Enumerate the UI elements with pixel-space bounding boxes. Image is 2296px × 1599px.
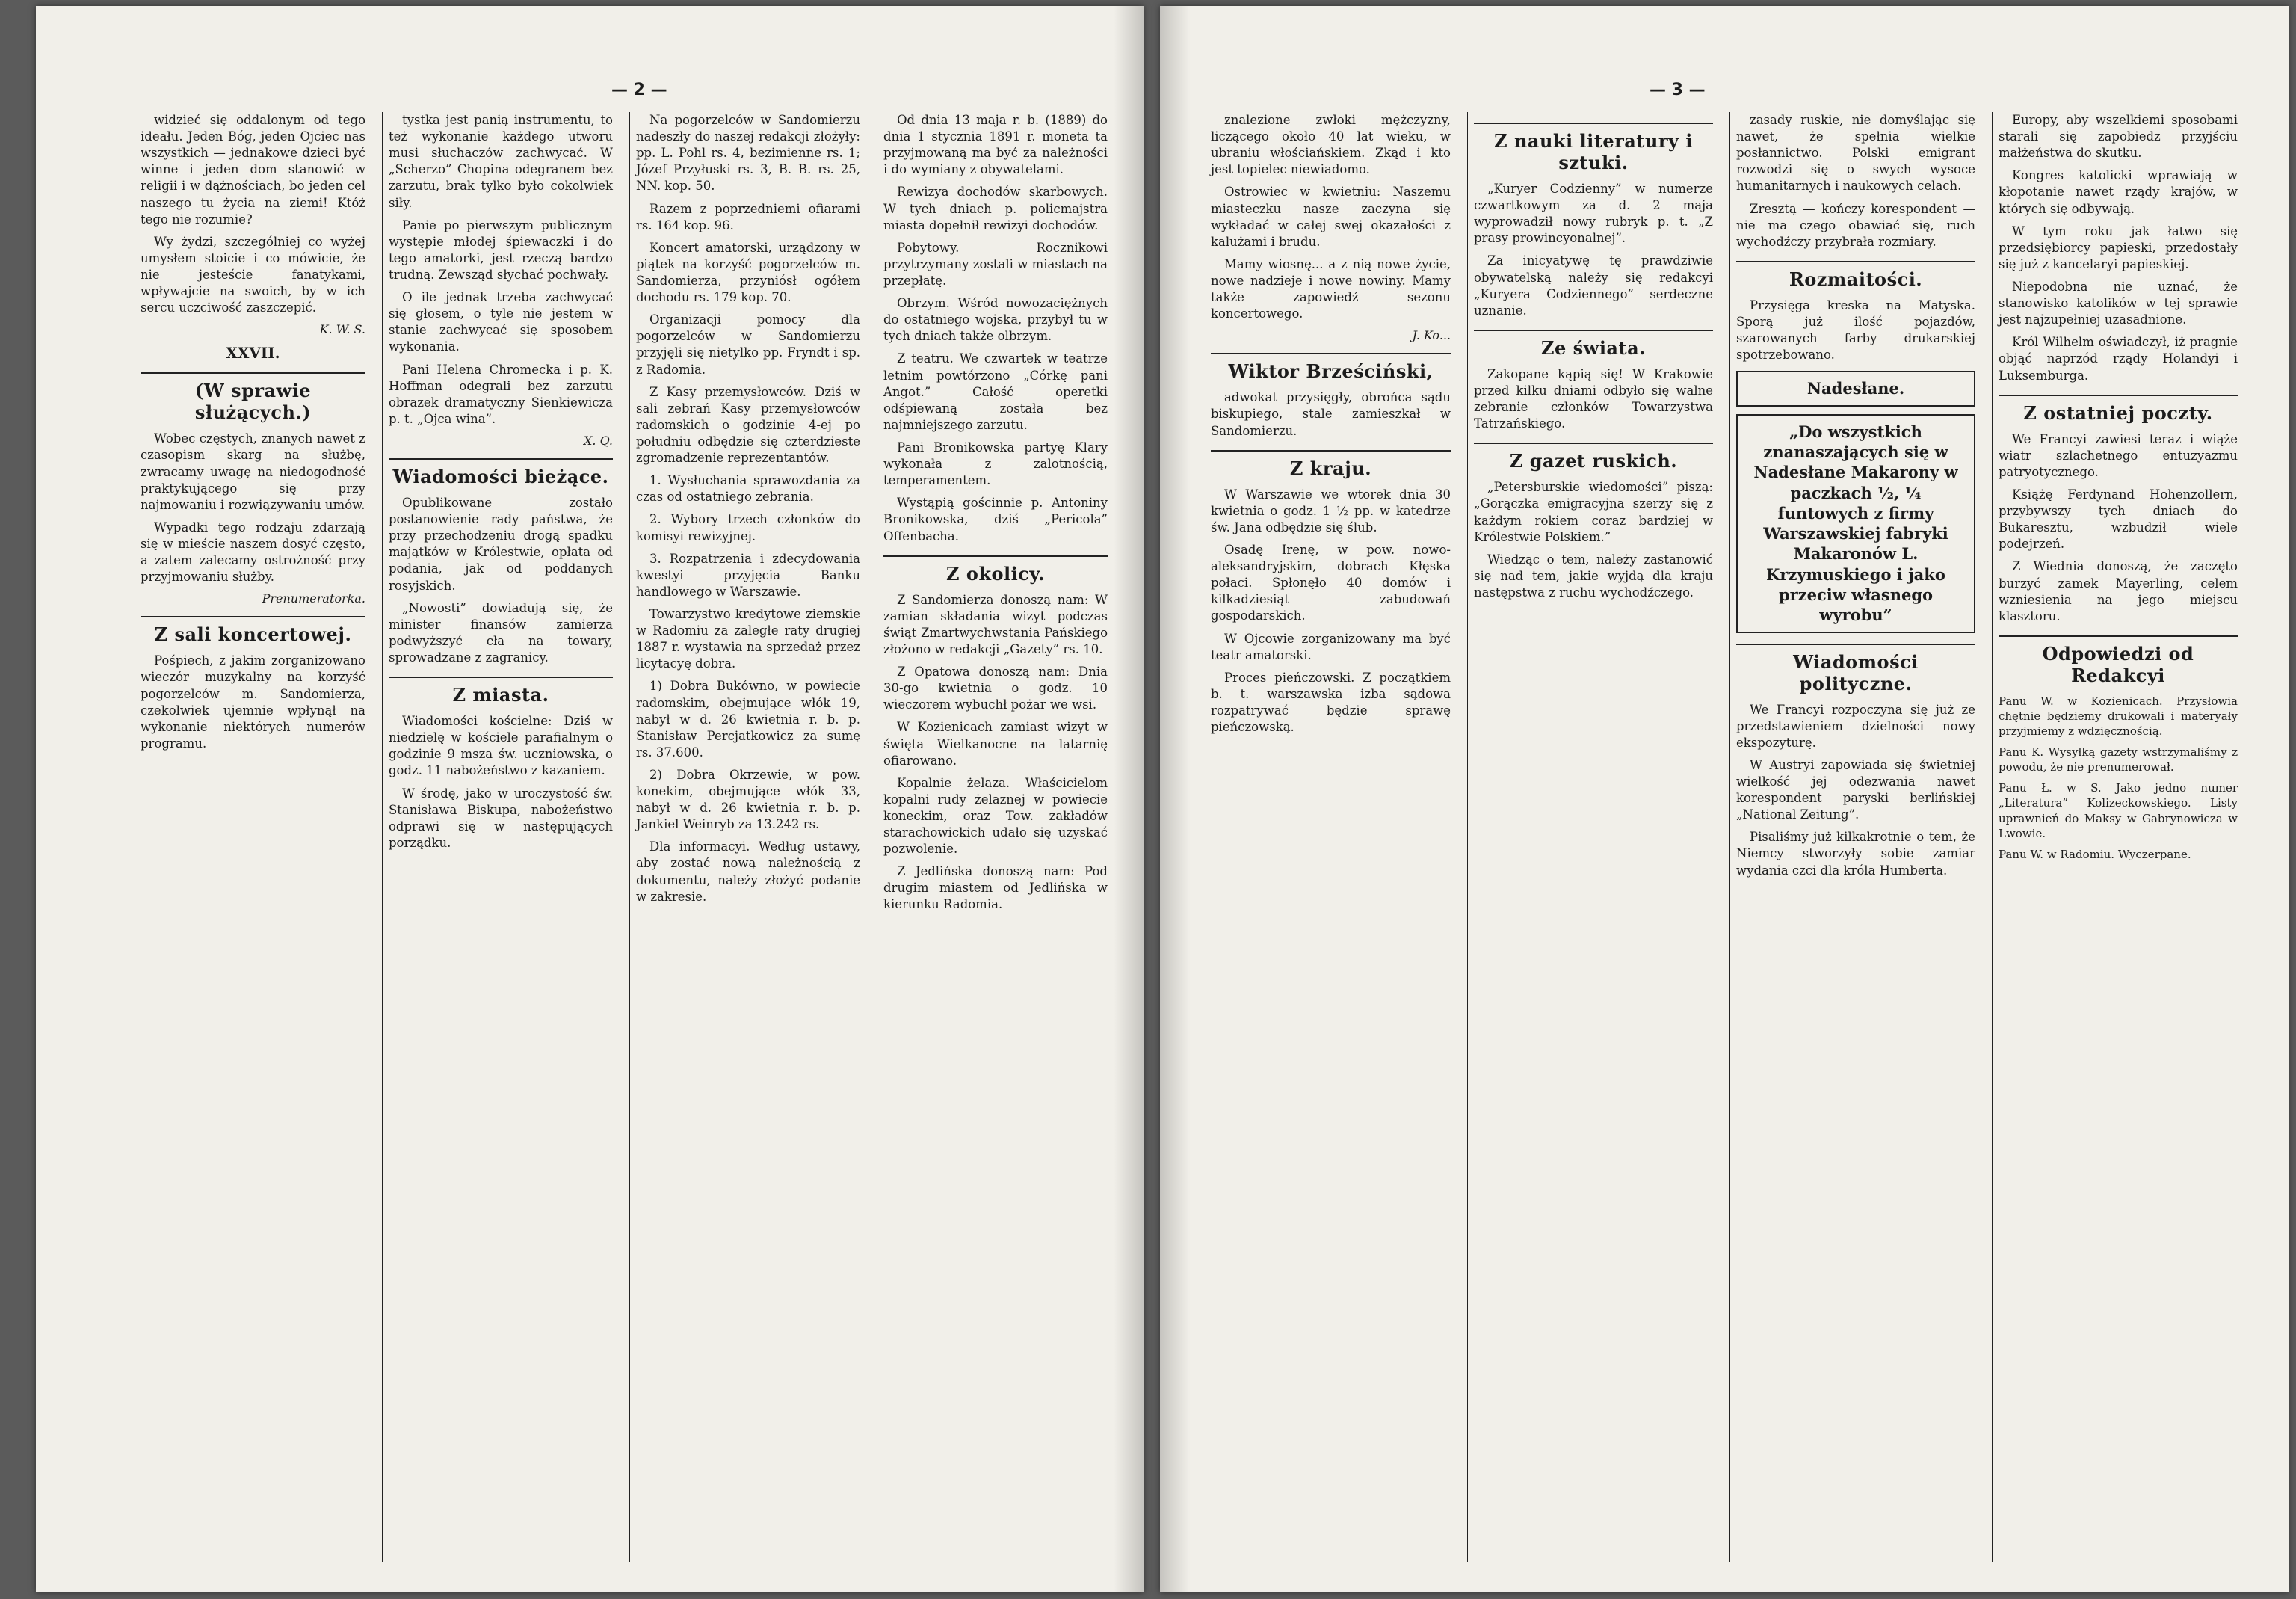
article-paragraph: Osadę Irenę, w pow. nowo-aleksandryjskim, dobrach Kłęska połaci. Spłonęło 40 domów i kilkadziesiąt zabudowań gospodarskich. <box>1211 542 1451 623</box>
article-paragraph: W Austryi zapowiada się świetniej wielkość jej odezwania nawet korespondent paryski berlińskiej „National Zeitung”. <box>1736 757 1975 822</box>
article-paragraph: Książę Ferdynand Hohenzollern, przybywszy tych dniach do Bukaresztu, wzbudził wiele podejrzeń. <box>1999 487 2238 552</box>
newspaper-column <box>1729 112 1981 1562</box>
section-heading: Z gazet ruskich. <box>1474 443 1713 472</box>
article-paragraph: 2) Dobra Okrzewie, w pow. konekim, obejmujące włók 33, nabył w d. 26 kwietnia r. b. p. Jankiel Weinryb za 13.242 rs. <box>636 767 860 832</box>
article-paragraph: Towarzystwo kredytowe ziemskie w Radomiu za zaległe raty drugiej 1887 r. wystawia na sprzedaż przez licytacyę dobra. <box>636 606 860 671</box>
section-heading: Z okolicy. <box>883 555 1108 585</box>
newspaper-column <box>135 112 371 1562</box>
article-paragraph: Wiadomości kościelne: Dziś w niedzielę w kościele parafialnym o godzinie 9 msza św. uczniowska, o godz. 11 nabożeństwo z kazaniem. <box>389 714 613 778</box>
section-heading: Ze świata. <box>1474 330 1713 359</box>
article-paragraph: Koncert amatorski, urządzony w piątek na korzyść pogorzelców m. Sandomierza, przyniósł ogółem dochodu rs. 179 kop. 70. <box>636 240 860 305</box>
article-signature: X. Q. <box>584 433 613 448</box>
article-paragraph: Pani Helena Chromecka i p. K. Hoffman odegrali bez zarzutu obrazek dramatyczny Sienkiewicza p. t. „Ojca wina”. <box>389 362 613 426</box>
gutter-shadow <box>1160 6 1190 1592</box>
article-paragraph: Dla informacyi. Według ustawy, aby zostać nową należnością z dokumentu, należy złożyć podanie w zakresie. <box>636 839 860 904</box>
article-paragraph: W Ojcowie zorganizowany ma być teatr amatorski. <box>1211 631 1451 662</box>
section-heading: Odpowiedzi od Redakcyi <box>1999 635 2238 686</box>
article-paragraph: znalezione zwłoki mężczyzny, liczącego około 40 lat wieku, w ubraniu włościańskiem. Zkąd i kto jest topielec niewiadomo. <box>1211 113 1451 177</box>
section-heading: Wiadomości bieżące. <box>389 458 613 487</box>
editorial-reply: Panu Ł. w S. Jako jedno numer „Literatura” Kolizeckowskiego. Listy uprawnień do Maksy w Gabrynowicza w Lwowie. <box>1999 781 2238 840</box>
article-paragraph: Król Wilhelm oświadczył, iż pragnie objąć naprzód rządy Holandyi i Luksemburga. <box>1999 335 2238 383</box>
article-paragraph: W środę, jako w uroczystość św. Stanisława Biskupa, nabożeństwo odprawi się w następujących porządku. <box>389 786 613 850</box>
section-heading: Z ostatniej poczty. <box>1999 395 2238 424</box>
article-paragraph: Proces pieńczowski. Z początkiem b. t. warszawska izba sądowa rozpatrywać będzie sprawę pieńczowską. <box>1211 670 1451 735</box>
article-paragraph: tystka jest panią instrumentu, to też wykonanie każdego utworu musi słuchaczów zachwycać. W „Scherzo” Chopina odegranem bez zarzutu, brak tylko było cokolwiek siły. <box>389 113 613 210</box>
article-paragraph: Przysięga kreska na Matyska. Sporą już ilość pojazdów, szarowanych farby drukarskiej spotrzebowano. <box>1736 298 1975 363</box>
page-number: — 2 — <box>611 81 667 99</box>
section-heading: Wiktor Brześciński, <box>1211 353 1451 382</box>
section-heading: Z kraju. <box>1211 450 1451 479</box>
article-paragraph: Wobec częstych, znanych nawet z czasopism skarg na służbę, zwracamy uwagę na niedogodność praktykującego się przy najmowaniu i rozwiązywaniu umów. <box>141 431 365 512</box>
section-heading: (W sprawie służących.) <box>141 372 365 423</box>
article-paragraph: W Kozienicach zamiast wizyt w święta Wielkanocne na latarnię ofiarowano. <box>883 720 1108 768</box>
article-paragraph: Kopalnie żelaza. Właścicielom kopalni rudy żelaznej w powiecie koneckim, oraz Tow. zakładów starachowickich udało się uzyskać pozwolenie. <box>883 775 1108 857</box>
article-paragraph: widzieć się oddalonym od tego ideału. Jeden Bóg, jeden Ojciec nas wszystkich — jednakowe dzieci być winne i jeden dom stanowić w religii i w dążnościach, bo jeden cel naszego tu życia na ziemi! Któż tego nie rozumie? <box>141 113 365 227</box>
section-number: XXVII. <box>226 344 280 363</box>
article-signature: Prenumeratorka. <box>262 591 365 606</box>
article-signature: K. W. S. <box>319 322 365 337</box>
editorial-reply: Panu W. w Kozienicach. Przysłowia chętnie będziemy drukowali i materyały przyjmiemy z wdzięcznością. <box>1999 694 2238 739</box>
article-paragraph: „Nowosti” dowiadują się, że minister finansów zamierza podwyższyć cła na towary, sprowadzane z zagranicy. <box>389 600 613 665</box>
article-paragraph: Zresztą — kończy korespondent — nie ma czego obawiać się, ruch wychodźczy przybrała rozmiary. <box>1736 201 1975 249</box>
right-columns <box>1205 112 2244 1562</box>
newspaper-column <box>382 112 619 1562</box>
editorial-reply: Panu W. w Radomiu. Wyczerpane. <box>1999 847 2191 861</box>
article-paragraph: Pośpiech, z jakim zorganizowano wieczór muzykalny na korzyść pogorzelców m. Sandomierza, czekolwiek ujemnie wpłynął na wykonanie niektórych numerów programu. <box>141 653 365 751</box>
right-page <box>1160 6 2289 1592</box>
article-paragraph: Wypadki tego rodzaju zdarzają się w mieście naszem dosyć często, a zatem zalecamy ostrożność przy przyjmowaniu służby. <box>141 520 365 585</box>
article-paragraph: Z teatru. We czwartek w teatrze letnim powtórzono „Córkę pani Angot.” Całość operetki odśpiewaną została bez najmniejszego zarzutu. <box>883 351 1108 432</box>
article-paragraph: zasady ruskie, nie domyślając się nawet, że spełnia wielkie posłannictwo. Polski emigrant rozwodzi się o swych wysoce humanitarnych i naukowych celach. <box>1736 113 1975 194</box>
article-paragraph: Obrzym. Wśród nowozaciężnych do ostatniego wojska, przybył tu w tych dniach także olbrzym. <box>883 296 1108 344</box>
left-columns <box>135 112 1114 1562</box>
article-paragraph: Na pogorzelców w Sandomierzu nadeszły do naszej redakcji złożyły: pp. L. Pohl rs. 4, bezimienne rs. 1; Józef Przyłuski rs. 3, B. B. rs. 25, NN. kop. 50. <box>636 113 860 194</box>
article-paragraph: Europy, aby wszelkiemi sposobami starali się zapobiedz przyjściu małżeństwa do skutku. <box>1999 113 2238 161</box>
article-paragraph: 2. Wybory trzech członków do komisyi rewizyjnej. <box>636 512 860 543</box>
article-paragraph: Rewizya dochodów skarbowych. W tych dniach p. policmajstra miasta dopełnił rewizyi dochodów. <box>883 185 1108 232</box>
advertisement-box <box>1736 414 1975 633</box>
article-paragraph: Wy żydzi, szczególniej co wyżej umysłem stoicie i co mówicie, że nie jesteście fanatykami, wpływajcie na swoich, by w ich sercu uczciwość zaszczepić. <box>141 234 365 315</box>
newspaper-column <box>1992 112 2244 1562</box>
article-paragraph: 1. Wysłuchania sprawozdania za czas od ostatniego zebrania. <box>636 473 860 505</box>
article-paragraph: Pisaliśmy już kilkakrotnie o tem, że Niemcy stworzyły sobie zamiar wydania czci dla króla Humberta. <box>1736 830 1975 878</box>
newspaper-column <box>1467 112 1719 1562</box>
article-paragraph: Wystąpią gościnnie p. Antoniny Bronikowska, dziś „Pericola” Offenbacha. <box>883 496 1108 543</box>
article-paragraph: Zakopane kąpią się! W Krakowie przed kilku dniami odbyło się walne zebranie członków Towarzystwa Tatrzańskiego. <box>1474 366 1713 431</box>
article-paragraph: Kongres katolicki wprawiają w kłopotanie nawet rządy krajów, w których się odbywają. <box>1999 168 2238 216</box>
article-paragraph: Opublikowane zostało postanowienie rady państwa, że przy przechodzeniu drogą spadku majątków w Królestwie, opłata od podania, jak od poddanych rosyjskich. <box>389 495 613 593</box>
article-paragraph: Razem z poprzedniemi ofiarami rs. 164 kop. 96. <box>636 201 860 232</box>
article-signature: J. Ko... <box>1412 328 1451 343</box>
article-paragraph: Z Kasy przemysłowców. Dziś w sali zebrań Kasy przemysłowców radomskich o godzinie 4-ej po południu odbędzie się czterdzieste zgromadzenie reprezentantów. <box>636 384 860 466</box>
article-paragraph: Z Sandomierza donoszą nam: W zamian składania wizyt podczas świąt Zmartwychwstania Pańskiego złożono w redakcji „Gazety” rs. 10. <box>883 592 1108 656</box>
article-paragraph: Ostrowiec w kwietniu: Naszemu miasteczku nasze zaczyna się wykładać w całej swej okazałości z kalużami i brudu. <box>1211 185 1451 249</box>
left-page <box>36 6 1144 1592</box>
section-heading: Rozmaitości. <box>1736 261 1975 290</box>
newspaper-column <box>877 112 1114 1562</box>
article-paragraph: Mamy wiosnę... a z nią nowe życie, nowe nadzieje i nowe nowiny. Mamy także zapowiedź sezonu koncertowego. <box>1211 256 1451 321</box>
article-paragraph: We Francyi zawiesi teraz i wiąże wiatr szlachetnego entuzyazmu patryotycznego. <box>1999 431 2238 479</box>
advertisement-text: „Do wszystkich znanaszających się w Nadesłane Makarony w paczkach ½, ¼ funtowych z firmy Warszawskiej fabryki Makaronów L. Krzymuskiego i jako przeciw własnego wyrobu” <box>1753 422 1958 625</box>
gutter-shadow <box>1114 6 1144 1592</box>
editorial-reply: Panu K. Wysyłką gazety wstrzymaliśmy z powodu, że nie prenumerował. <box>1999 745 2238 774</box>
article-paragraph: Od dnia 13 maja r. b. (1889) do dnia 1 stycznia 1891 r. moneta ta przyjmowaną ma być za należności i do wymiany z obywatelami. <box>883 113 1108 177</box>
article-paragraph: W Warszawie we wtorek dnia 30 kwietnia o godz. 1 ½ pp. w katedrze św. Jana odbędzie się ślub. <box>1211 487 1451 534</box>
article-paragraph: Niepodobna nie uznać, że stanowisko katolików w tej sprawie jest najzupełniej uzasadnione. <box>1999 279 2238 327</box>
article-paragraph: „Petersburskie wiedomości” piszą: „Gorączka emigracyjna szerzy się z każdym rokiem coraz bardziej w Królestwie Polskiem.” <box>1474 480 1713 544</box>
article-paragraph: Z Jedlińska donoszą nam: Pod drugim miastem od Jedlińska w kierunku Radomia. <box>883 864 1108 912</box>
article-paragraph: Panie po pierwszym publicznym występie młodej śpiewaczki i do tego amatorki, jest rzeczą bardzo trudną. Zewsząd słychać pochwały. <box>389 218 613 282</box>
article-paragraph: 1) Dobra Bukówno, w powiecie radomskim, obejmujące włók 19, nabył w d. 26 kwietnia r. b. p. Stanisław Percjatkowicz za sumę rs. 37.600. <box>636 679 860 760</box>
article-paragraph: Pobytowy. Rocznikowi przytrzymany zostali w miastach na przepłatę. <box>883 240 1108 288</box>
article-paragraph: Z Opatowa donoszą nam: Dnia 30-go kwietnia o godz. 10 wieczorem wybuchł pożar we wsi. <box>883 665 1108 712</box>
article-paragraph: „Kuryer Codzienny” w numerze czwartkowym za d. 2 maja wyprowadził nowy rubryk p. t. „Z prasy prowincyonalnej”. <box>1474 182 1713 246</box>
newspaper-column <box>1205 112 1457 1562</box>
article-paragraph: 3. Rozpatrzenia i zdecydowania kwestyi przyjęcia Banku handlowego w Warszawie. <box>636 551 860 599</box>
article-paragraph: W tym roku jak łatwo się przedsiębiorcy papieski, przedostały się już z kancelaryi papieskiej. <box>1999 224 2238 271</box>
article-paragraph: Organizacji pomocy dla pogorzelców w Sandomierzu przyjęli się nietylko pp. Fryndt i sp. z Radomia. <box>636 312 860 377</box>
article-paragraph: Z Wiednia donoszą, że zaczęto burzyć zamek Mayerling, celem wzniesienia na jego miejscu klasztoru. <box>1999 559 2238 623</box>
section-heading: Z miasta. <box>389 677 613 706</box>
page-number: — 3 — <box>1650 81 1706 99</box>
section-heading: Wiadomości polityczne. <box>1736 644 1975 694</box>
article-paragraph: adwokat przysięgły, obrońca sądu biskupiego, stale zamieszkał w Sandomierzu. <box>1211 390 1451 438</box>
advertisement-box <box>1736 371 1975 406</box>
article-paragraph: We Francyi rozpoczyna się już ze przedstawieniem dzielności nowy ekspozyturę. <box>1736 702 1975 750</box>
newspaper-column <box>629 112 866 1562</box>
advertisement-text: Nadesłane. <box>1806 379 1905 398</box>
article-paragraph: O ile jednak trzeba zachwycać się głosem, o tyle nie jestem w stanie zachwycać się sposobem wykonania. <box>389 290 613 354</box>
section-heading: Z nauki literatury i sztuki. <box>1474 123 1713 173</box>
section-heading: Z sali koncertowej. <box>141 616 365 645</box>
article-paragraph: Pani Bronikowska partyę Klary wykonała z zalotnością, temperamentem. <box>883 440 1108 488</box>
article-paragraph: Za inicyatywę tę prawdziwie obywatelską należy się redakcyi „Kuryera Codziennego” serdeczne uznanie. <box>1474 253 1713 318</box>
article-paragraph: Wiedząc o tem, należy zastanowić się nad tem, jakie wyjdą dla kraju następstwa z ruchu wychodźczego. <box>1474 552 1713 600</box>
